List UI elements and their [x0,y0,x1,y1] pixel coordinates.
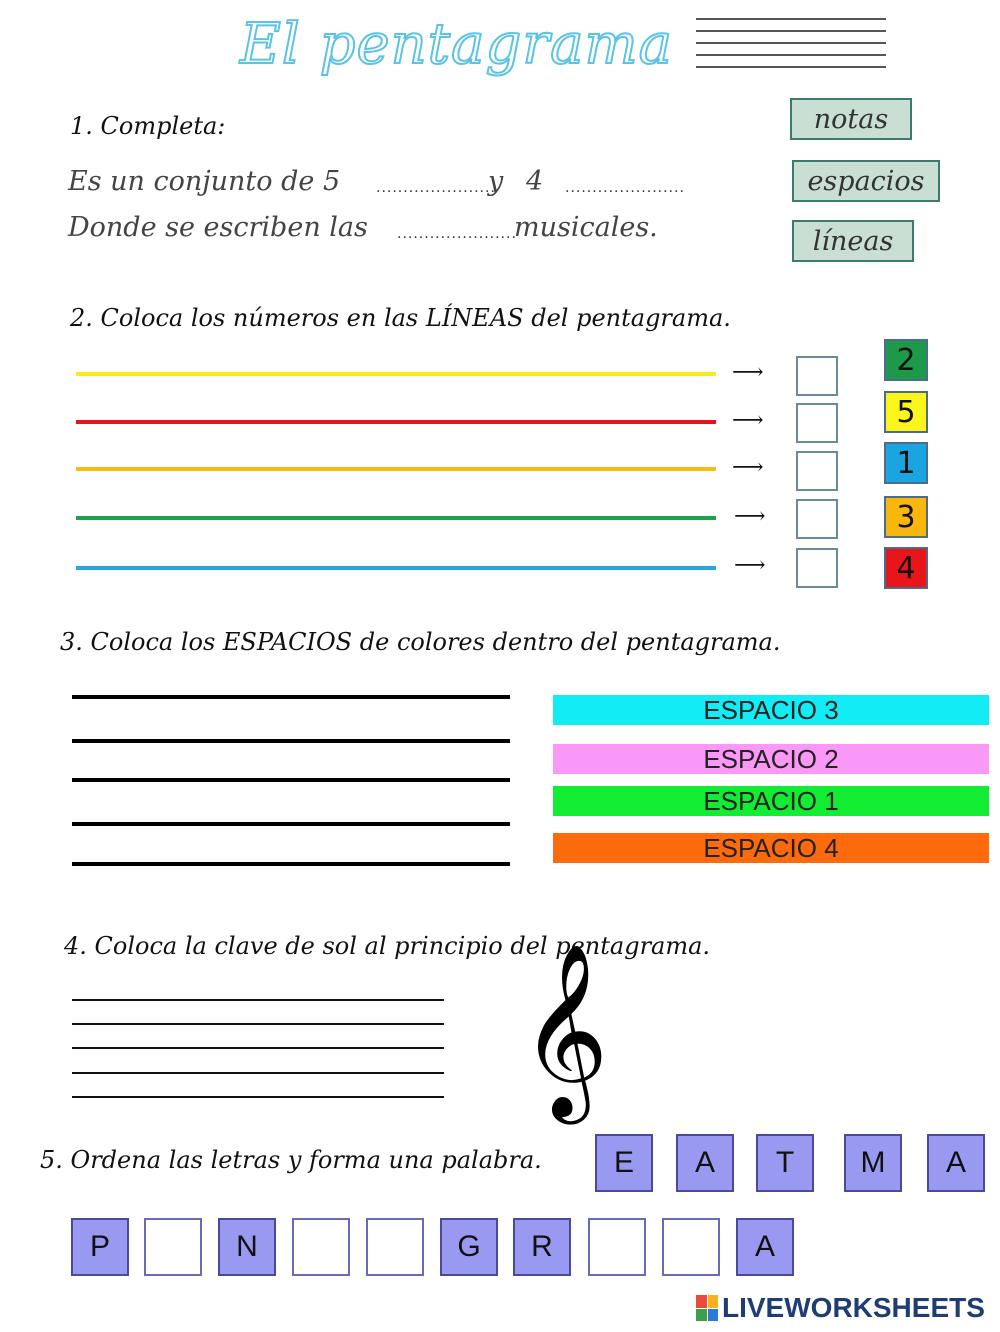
word-espacios[interactable]: espacios [792,160,940,202]
sentence1-part1: Es un conjunto de 5 [68,166,341,197]
word-slot-9[interactable] [662,1218,720,1276]
word-slot-7: R [513,1218,571,1276]
word-lineas[interactable]: líneas [792,220,914,262]
letter-tile-t[interactable]: T [756,1134,814,1192]
liveworksheets-logo-icon [696,1295,718,1321]
staff-line-1 [76,372,716,376]
espacio-1-strip[interactable]: ESPACIO 1 [553,786,989,816]
sentence1-part3: 4 [526,166,544,197]
word-slot-1: P [71,1218,129,1276]
drop-box-line-2[interactable] [796,403,838,443]
word-slot-6: G [440,1218,498,1276]
arrow-right-icon: ⟶ [732,360,764,385]
word-slot-8[interactable] [588,1218,646,1276]
arrow-right-icon: ⟶ [732,455,764,480]
section1-heading: 1. Completa: [70,112,226,140]
section5-heading: 5. Ordena las letras y forma una palabra. [40,1146,542,1174]
blank-2[interactable]: ...................... [565,180,685,196]
black-staff-line-1 [72,695,510,699]
number-tile-3[interactable]: 3 [884,496,928,538]
number-tile-5[interactable]: 5 [884,391,928,433]
sentence2-part1: Donde se escriben las [68,212,368,243]
drop-box-line-4[interactable] [796,499,838,539]
word-slot-2[interactable] [144,1218,202,1276]
arrow-right-icon: ⟶ [734,504,766,529]
thin-staff-line-5 [72,1096,444,1098]
section2-heading: 2. Coloca los números en las LÍNEAS del pentagrama. [70,304,731,332]
number-tile-2[interactable]: 2 [884,339,928,381]
sentence2-part2: musicales. [514,212,658,243]
espacio-4-strip[interactable]: ESPACIO 4 [553,833,989,863]
title-staff-decoration [696,18,886,70]
espacio-3-strip[interactable]: ESPACIO 3 [553,695,989,725]
sentence1-part2: y [488,166,504,197]
drop-box-line-3[interactable] [796,451,838,491]
thin-staff-line-1 [72,999,444,1001]
blank-1[interactable]: ...................... [376,180,496,196]
word-notas[interactable]: notas [790,98,912,140]
letter-tile-m[interactable]: M [844,1134,902,1192]
thin-staff-line-3 [72,1047,444,1049]
letter-tile-e[interactable]: E [595,1134,653,1192]
staff-line-4 [76,516,716,520]
word-slot-10: A [736,1218,794,1276]
word-slot-4[interactable] [292,1218,350,1276]
thin-staff-line-4 [72,1072,444,1074]
page-title: El pentagrama [240,12,674,77]
section3-heading: 3. Coloca los ESPACIOS de colores dentro del pentagrama. [60,628,781,656]
drop-box-line-5[interactable] [796,548,838,588]
brand-name: LIVEWORKSHEETS [722,1292,985,1323]
thin-staff-line-2 [72,1023,444,1025]
letter-tile-a[interactable]: A [927,1134,985,1192]
staff-line-5 [76,566,716,570]
black-staff-line-3 [72,778,510,782]
treble-clef-icon[interactable]: 𝄞 [520,943,609,1117]
staff-line-2 [76,420,716,424]
black-staff-line-5 [72,862,510,866]
arrow-right-icon: ⟶ [732,408,764,433]
drop-box-line-1[interactable] [796,356,838,396]
black-staff-line-2 [72,739,510,743]
blank-3[interactable]: ...................... [397,226,517,242]
section4-heading: 4. Coloca la clave de sol al principio del pentagrama. [64,932,711,960]
word-slot-3: N [218,1218,276,1276]
arrow-right-icon: ⟶ [734,553,766,578]
liveworksheets-logo[interactable] [696,1292,985,1324]
word-slot-5[interactable] [366,1218,424,1276]
number-tile-1[interactable]: 1 [884,442,928,484]
espacio-2-strip[interactable]: ESPACIO 2 [553,744,989,774]
letter-tile-a[interactable]: A [676,1134,734,1192]
number-tile-4[interactable]: 4 [884,547,928,589]
black-staff-line-4 [72,822,510,826]
staff-line-3 [76,467,716,471]
